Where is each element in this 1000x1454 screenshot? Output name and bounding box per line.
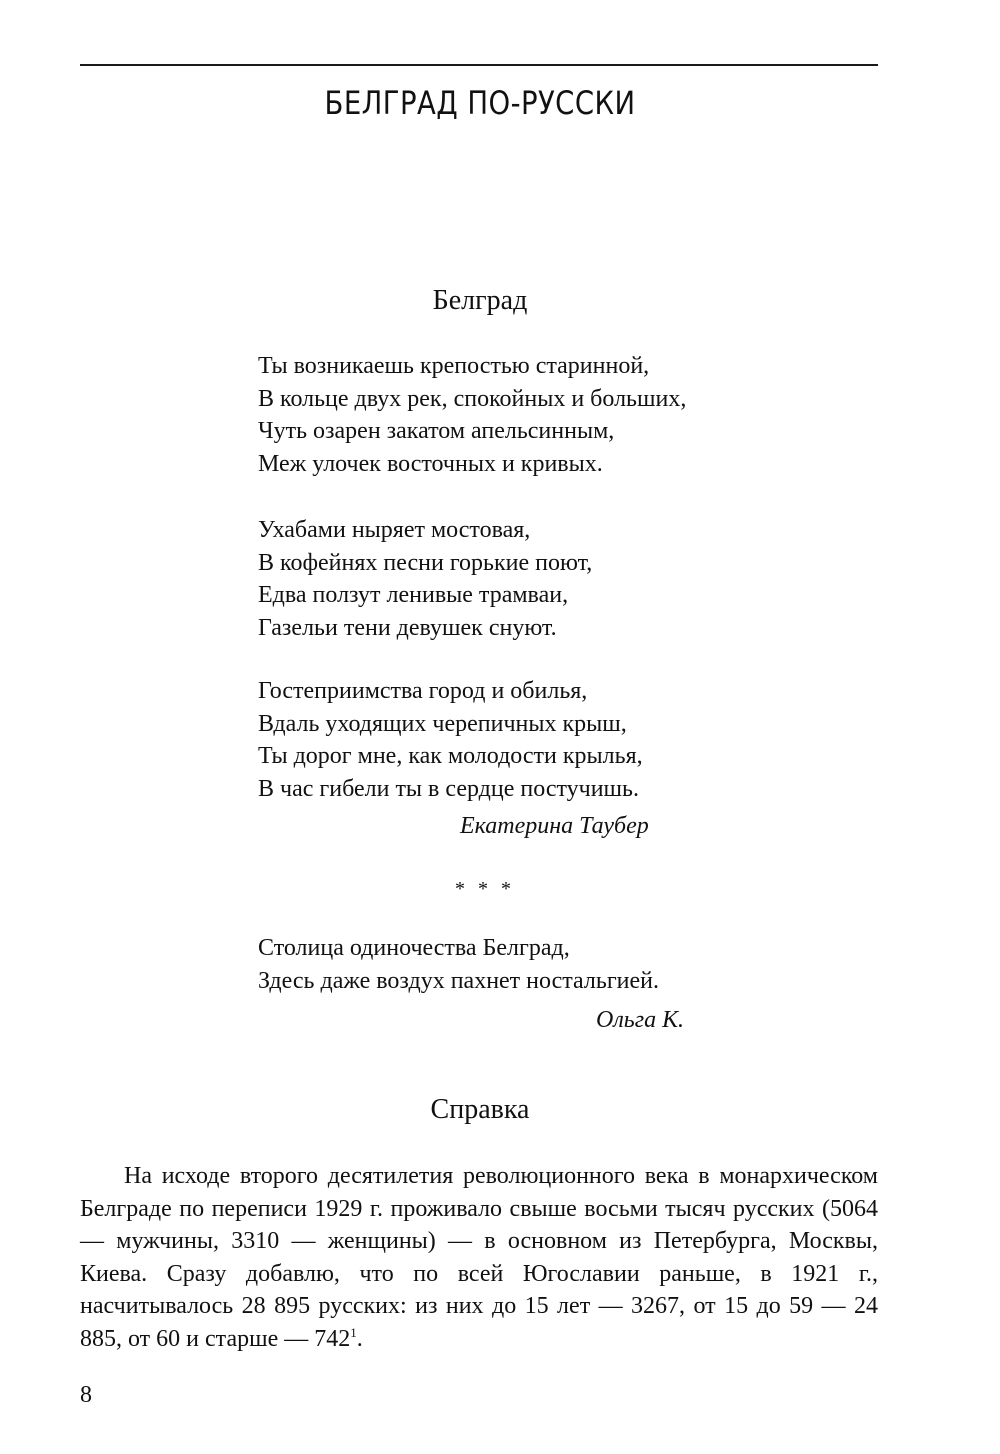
poem-line: Вдаль уходящих черепичных крыш, <box>258 710 627 737</box>
poem-line: В кофейнях песни горькие поют, <box>258 549 593 576</box>
poem-line: Чуть озарен закатом апельсинным, <box>258 418 615 444</box>
poem-author: Екатерина Таубер <box>460 813 649 839</box>
poem-line: Ты дорог мне, как молодости крылья, <box>258 743 643 769</box>
poem-title: Белград <box>432 285 528 316</box>
section-heading: Справка <box>430 1094 530 1125</box>
header-rule <box>80 64 878 66</box>
section-separator: * * * <box>455 878 515 900</box>
poem-line: Ухабами ныряет мостовая, <box>258 517 531 543</box>
poem-line: В час гибели ты в сердце постучишь. <box>258 775 639 802</box>
poem-line: Газельи тени девушек снуют. <box>258 614 557 641</box>
poem-line: В кольце двух рек, спокойных и больших, <box>258 385 687 412</box>
poem-line: Столица одиночества Белград, <box>258 935 570 961</box>
poem-line: Здесь даже воздух пахнет ностальгией. <box>258 967 660 994</box>
footnote-reference[interactable]: 1 <box>350 1324 357 1340</box>
poem-line: Меж улочек восточных и кривых. <box>258 450 603 477</box>
poem-2-lines <box>258 932 659 997</box>
chapter-title: БЕЛГРАД ПО-РУССКИ <box>324 84 636 122</box>
poem-stanza-3 <box>258 675 643 805</box>
poem-stanza-1 <box>258 350 686 480</box>
poem-2-author: Ольга К. <box>596 1007 685 1033</box>
page-number: 8 <box>80 1382 92 1408</box>
poem-line: Гостеприимства город и обилья, <box>258 678 588 704</box>
poem-stanza-2 <box>258 514 592 644</box>
paragraph-end: . <box>356 1325 363 1352</box>
paragraph-text: На исходе второго десятилетия революционного века в монархическом Белграде по переписи 1929 г. проживало свыше восьми тысяч русских (5064 — мужчины, 3310 — женщины) — в основном из Петербурга, Москвы, Киева. Сразу добавлю, что по всей Югославии раньше, в 1921 г., насчитывалось 28 895 русских: из них до 15 лет — 3267, от 15 до 59 — 24 885, от 60 и старше — 742 <box>80 1163 878 1352</box>
body-paragraph <box>80 1160 878 1355</box>
poem-line: Едва ползут ленивые трамваи, <box>258 582 569 608</box>
poem-line: Ты возникаешь крепостью старинной, <box>258 353 650 379</box>
